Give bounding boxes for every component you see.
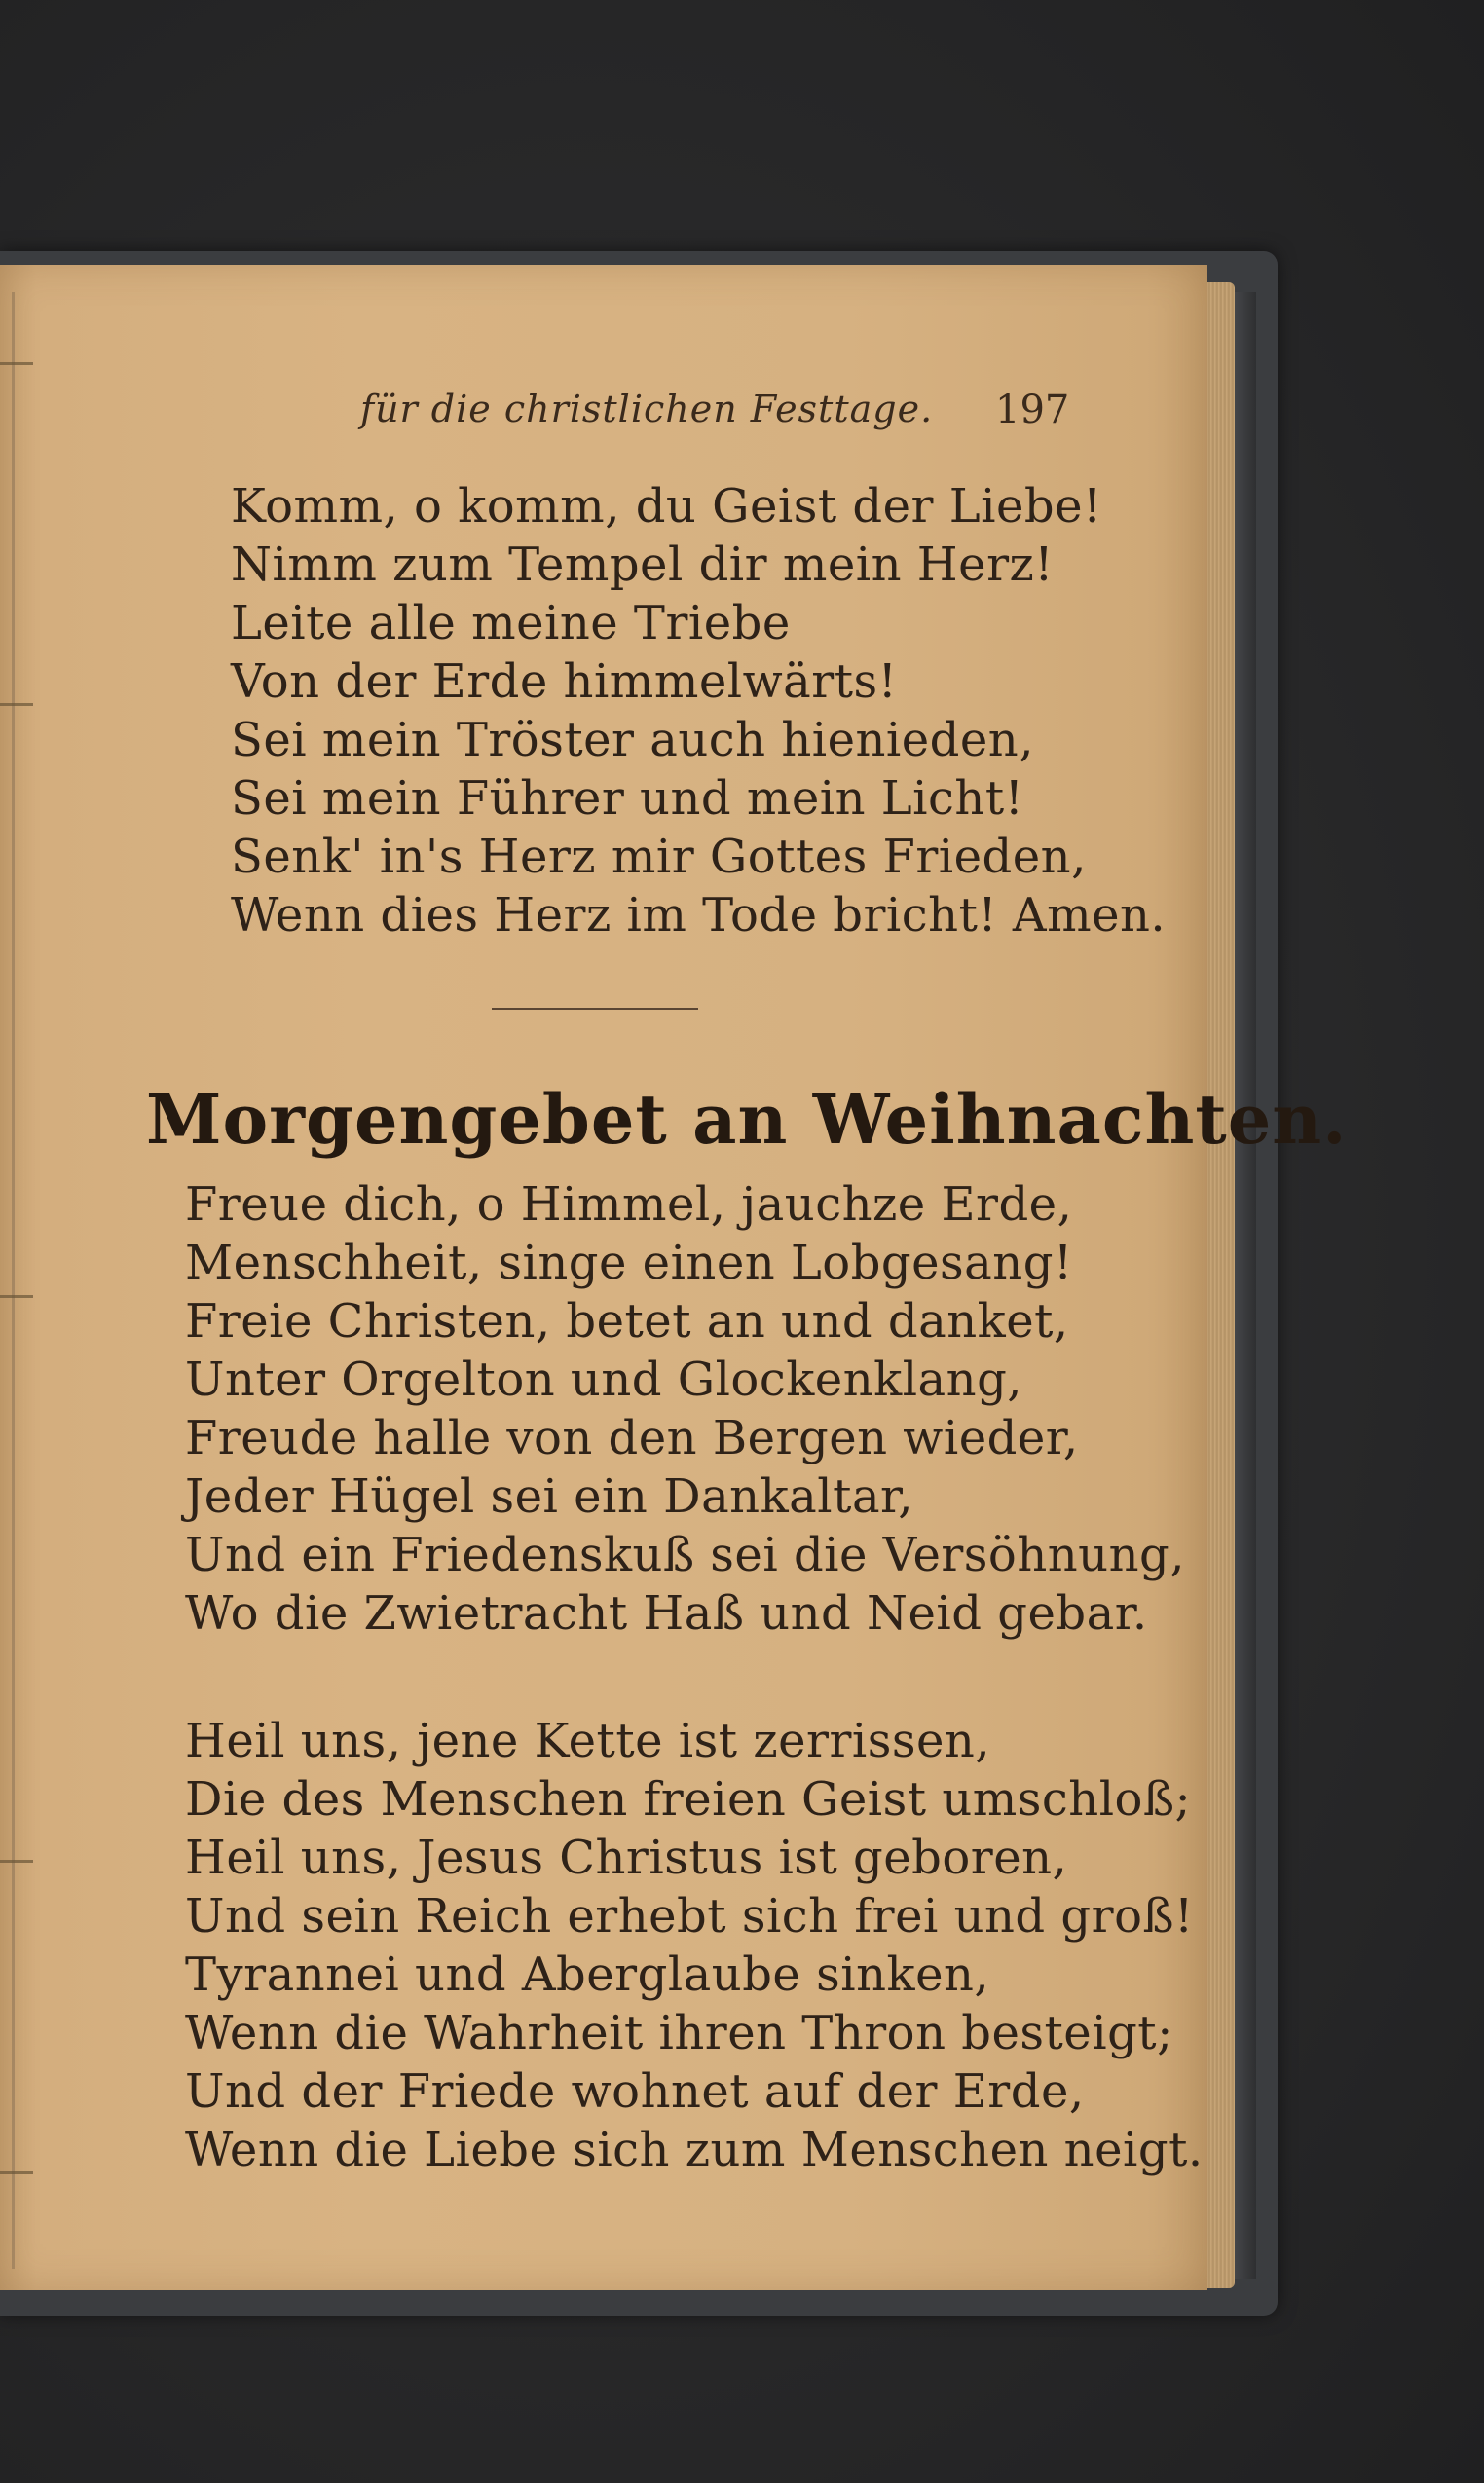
gutter-mark (0, 1295, 33, 1298)
poem-line: Sei mein Führer und mein Licht! (231, 771, 1024, 826)
section-title: Morgengebet an Weihnachten. (146, 1079, 1348, 1160)
poem-line: Heil uns, Jesus Christus ist geboren, (185, 1831, 1068, 1885)
running-head: für die christlichen Festtage. (360, 388, 934, 430)
poem-line: Jeder Hügel sei ein Dankaltar, (185, 1469, 913, 1524)
gutter-line (12, 292, 15, 2269)
gutter-mark (0, 703, 33, 706)
poem-line: Wenn die Wahrheit ihren Thron besteigt; (185, 2006, 1173, 2060)
poem-line: Freue dich, o Himmel, jauchze Erde, (185, 1177, 1073, 1232)
poem-stanza-3 (185, 1712, 1204, 2179)
poem-line: Sei mein Tröster auch hienieden, (231, 713, 1034, 767)
poem-line: Leite alle meine Triebe (231, 596, 791, 650)
poem-line: Senk' in's Herz mir Gottes Frieden, (231, 830, 1087, 884)
gutter-mark (0, 2171, 33, 2174)
poem-line: Wenn dies Herz im Tode bricht! Amen. (231, 888, 1167, 943)
poem-line: Freude halle von den Bergen wieder, (185, 1411, 1079, 1465)
poem-line: Komm, o komm, du Geist der Liebe! (231, 479, 1102, 534)
section-separator (492, 1008, 698, 1010)
poem-stanza-1 (231, 477, 1166, 945)
poem-line: Tyrannei und Aberglaube sinken, (185, 1947, 990, 2002)
book-cover-edge (1235, 292, 1256, 2279)
poem-line: Und ein Friedenskuß sei die Versöhnung, (185, 1528, 1185, 1582)
poem-line: Wenn die Liebe sich zum Menschen neigt. (185, 2123, 1204, 2177)
poem-line: Unter Orgelton und Glockenklang, (185, 1353, 1023, 1407)
poem-line: Nimm zum Tempel dir mein Herz! (231, 537, 1055, 592)
poem-line: Heil uns, jene Kette ist zerrissen, (185, 1714, 991, 1768)
poem-line: Wo die Zwietracht Haß und Neid gebar. (185, 1586, 1148, 1641)
poem-line: Und der Friede wohnet auf der Erde, (185, 2064, 1085, 2119)
poem-line: Die des Menschen freien Geist umschloß; (185, 1772, 1192, 1827)
gutter-mark (0, 362, 33, 365)
poem-line: Von der Erde himmelwärts! (231, 654, 898, 709)
page-number: 197 (995, 388, 1070, 432)
poem-line: Freie Christen, betet an und danket, (185, 1294, 1069, 1349)
gutter-mark (0, 1860, 33, 1863)
poem-line: Und sein Reich erhebt sich frei und groß! (185, 1889, 1194, 1944)
poem-line: Menschheit, singe einen Lobgesang! (185, 1236, 1073, 1290)
poem-stanza-2 (185, 1175, 1185, 1643)
